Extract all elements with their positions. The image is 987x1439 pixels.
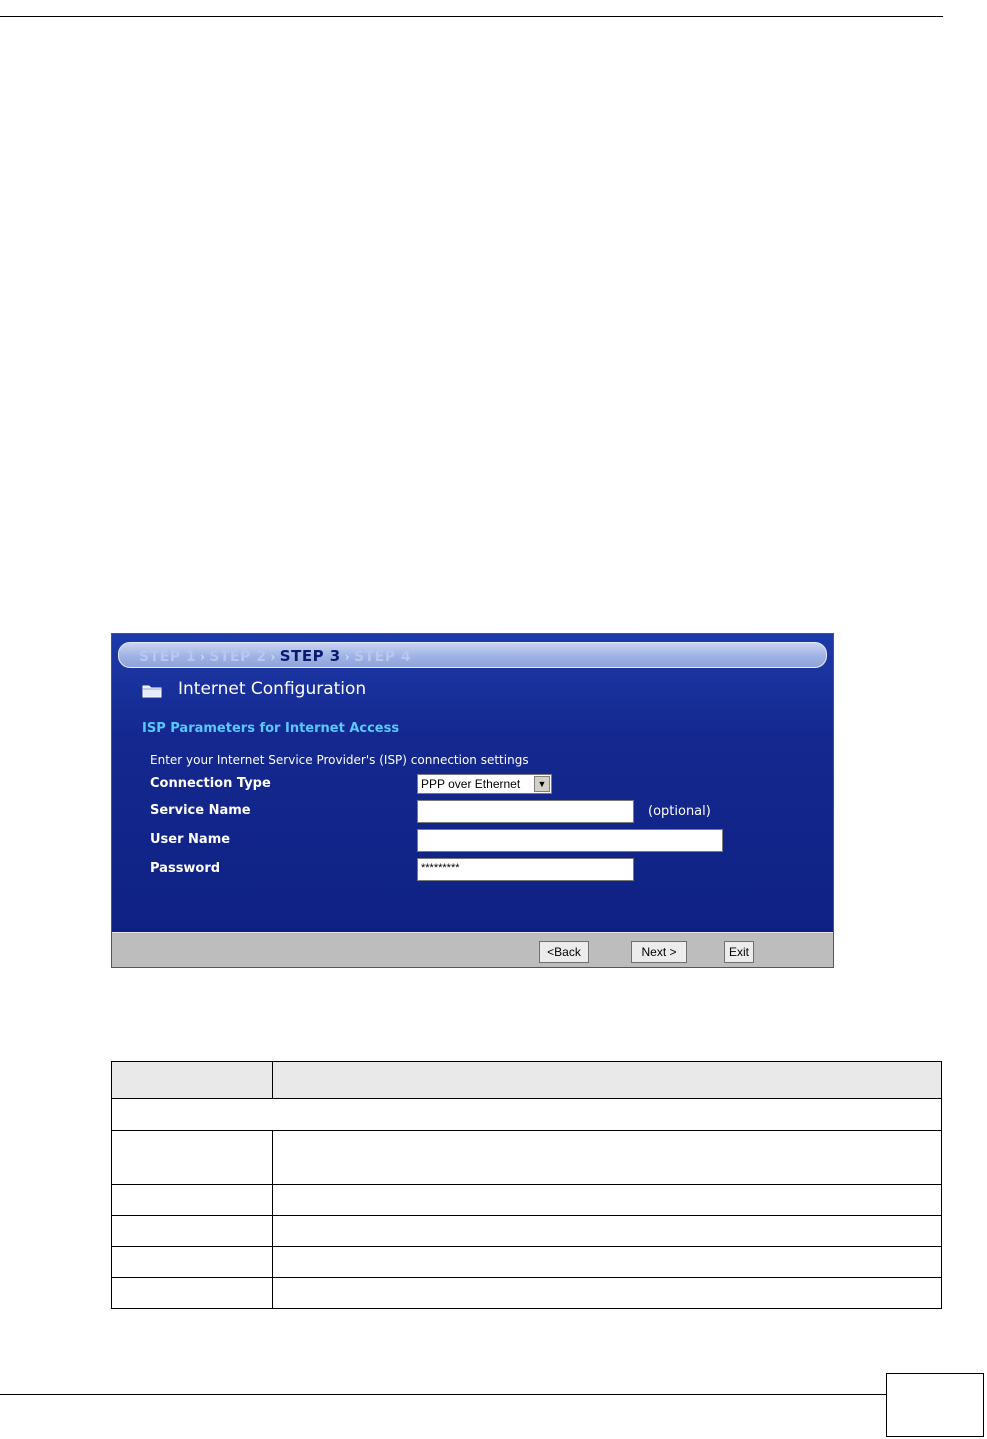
table-cell xyxy=(112,1131,273,1185)
connection-type-value: PPP over Ethernet xyxy=(421,777,521,791)
table-row xyxy=(112,1099,942,1131)
table-header-cell xyxy=(112,1062,273,1099)
exit-button[interactable]: Exit xyxy=(724,941,754,963)
page-number-box xyxy=(886,1373,984,1437)
step-4: STEP 4 xyxy=(354,649,412,665)
wizard-panel xyxy=(112,634,833,932)
footer-rule xyxy=(0,1394,886,1395)
intro-text: Enter your Internet Service Provider's (ISP) connection settings xyxy=(150,753,529,767)
wizard-screenshot xyxy=(111,633,834,968)
table-row xyxy=(112,1247,942,1278)
table-row xyxy=(112,1185,942,1216)
service-name-input[interactable] xyxy=(417,800,634,823)
password-input[interactable]: ********* xyxy=(417,858,634,881)
table-cell xyxy=(112,1216,273,1247)
table-header-row xyxy=(112,1062,942,1099)
table-cell xyxy=(112,1278,273,1309)
optional-hint: (optional) xyxy=(648,804,711,819)
table-cell xyxy=(273,1131,942,1185)
step-progress-bar xyxy=(118,642,827,668)
connection-type-label: Connection Type xyxy=(150,776,271,791)
table-row xyxy=(112,1216,942,1247)
password-label: Password xyxy=(150,861,221,876)
field-description-table xyxy=(111,1061,942,1309)
step-3-current: STEP 3 xyxy=(279,647,341,665)
table-row xyxy=(112,1278,942,1309)
connection-type-select[interactable] xyxy=(417,774,552,794)
header-rule xyxy=(0,16,943,17)
chevron-down-icon[interactable]: ▼ xyxy=(534,776,550,792)
service-name-label: Service Name xyxy=(150,803,251,818)
folder-icon xyxy=(142,683,162,698)
step-separator: › xyxy=(344,650,351,664)
table-cell xyxy=(273,1278,942,1309)
step-list xyxy=(139,647,411,665)
table-cell xyxy=(273,1216,942,1247)
table-cell xyxy=(273,1247,942,1278)
next-button[interactable]: Next > xyxy=(631,941,687,963)
step-separator: › xyxy=(200,650,206,664)
user-name-label: User Name xyxy=(150,832,231,847)
table-row xyxy=(112,1131,942,1185)
back-button[interactable]: <Back xyxy=(539,941,589,963)
table-cell xyxy=(112,1247,273,1278)
section-heading: ISP Parameters for Internet Access xyxy=(142,721,400,736)
button-bar xyxy=(112,932,833,968)
step-separator: › xyxy=(270,650,276,664)
user-name-input[interactable] xyxy=(417,829,723,852)
table-cell xyxy=(273,1185,942,1216)
page-title: Internet Configuration xyxy=(178,679,367,699)
step-2: STEP 2 xyxy=(209,649,267,665)
table-cell xyxy=(112,1185,273,1216)
table-header-cell xyxy=(273,1062,942,1099)
table-cell xyxy=(112,1099,942,1131)
step-1: STEP 1 xyxy=(139,649,197,665)
